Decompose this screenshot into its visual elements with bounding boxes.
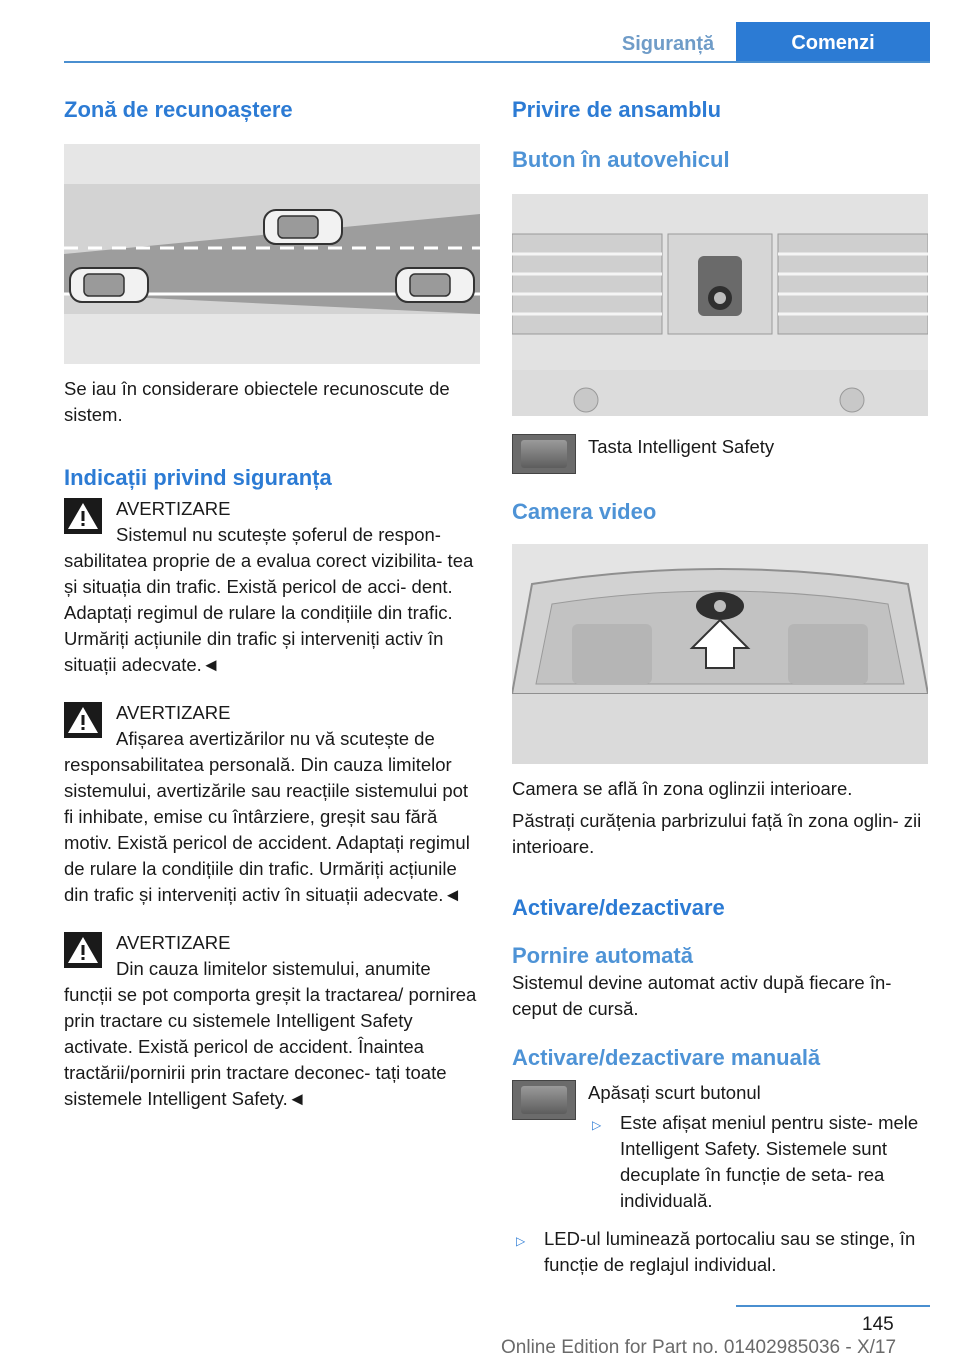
- heading-activation: Activare/dezactivare: [512, 895, 725, 920]
- camera-location-figure: [512, 544, 928, 764]
- warning-block-3: [64, 930, 480, 1112]
- windshield-camera-illustration: [512, 544, 928, 764]
- warning-triangle-icon: [64, 932, 102, 968]
- warning-text: Sistemul nu scutește șoferul de respon- sabilitatea proprie de a evalua corect vizibilita- tea și situația din trafic. Există pericol de acci- dent. Adaptați regimul de rulare la condițiile din trafic. Urmăriți acțiunile din trafic și interveniți activ în situații adecvate.◄: [64, 524, 474, 675]
- page-number: 145: [862, 1314, 894, 1335]
- intelligent-safety-key-row: [512, 434, 928, 474]
- heading-safety-notes: Indicații privind siguranța: [64, 465, 332, 490]
- header-rule: [64, 61, 930, 63]
- press-button-instruction: Apăsați scurt butonul: [588, 1082, 761, 1103]
- heading-auto-start: Pornire automată: [512, 943, 693, 968]
- warning-text: Afișarea avertizărilor nu vă scutește de responsabilitatea personală. Din cauza limitelor sistemului, avertizările sau reacțiile sistemului pot fi inhibate, emise cu întârziere, greșit sau fără motiv. Există pericol de accident. Adaptați regimul de rulare la condițiile din trafic. Urmăriți acțiunile din trafic și interveniți activ în situații adecvate.◄: [64, 728, 470, 905]
- list-item: [588, 1110, 928, 1214]
- intelligent-safety-key-caption: Tasta Intelligent Safety: [588, 436, 775, 457]
- warning-block-1: [64, 496, 480, 678]
- warning-label: AVERTIZARE: [116, 498, 231, 519]
- list-item: [512, 1226, 928, 1278]
- manual-activation-key-row: [512, 1080, 928, 1214]
- button-location-figure: [512, 194, 928, 416]
- warning-triangle-icon: [64, 498, 102, 534]
- auto-start-text: Sistemul devine automat activ după fiecare în- ceput de cursă.: [512, 972, 892, 1019]
- warning-label: AVERTIZARE: [116, 702, 231, 723]
- car-ahead-icon: [264, 210, 342, 244]
- warning-label: AVERTIZARE: [116, 932, 231, 953]
- car-left-icon: [70, 268, 148, 302]
- bullet-triangle-icon: ▷: [516, 1234, 526, 1248]
- camera-cleaning-text: Păstrați curățenia parbrizului față în zona oglin- zii interioare.: [512, 810, 922, 857]
- bullet-text: Este afișat meniul pentru siste- mele Intelligent Safety. Sistemele sunt decuplate în funcție de seta- rea individuală.: [620, 1112, 919, 1211]
- heading-camera: Camera video: [512, 499, 657, 524]
- bullet-text: LED-ul luminează portocaliu sau se stinge, în funcție de reglajul individual.: [544, 1228, 916, 1275]
- road-lanes-illustration: [64, 144, 480, 364]
- warning-text: Din cauza limitelor sistemului, anumite funcții se pot comporta greșit la tractarea/ pornirea prin tractare cu sistemele Intelligent Safety activate. Există pericol de accident. Înaintea tractării/pornirii prin tractare deconec- tați toate sistemele Intelligent Safety.◄: [64, 958, 477, 1109]
- intelligent-safety-button-icon: [512, 434, 576, 474]
- bullet-triangle-icon: ▷: [592, 1118, 602, 1132]
- left-column: [64, 96, 480, 1112]
- warning-block-2: [64, 700, 480, 908]
- right-column: [512, 96, 928, 1278]
- intelligent-safety-button-icon: [512, 1080, 576, 1120]
- recognition-zone-caption: Se iau în considerare obiectele recunoscute de sistem.: [64, 378, 450, 425]
- heading-overview: Privire de ansamblu: [512, 97, 722, 122]
- camera-location-text: Camera se află în zona oglinzii interioare.: [512, 778, 853, 799]
- edition-note: Online Edition for Part no. 01402985036 - X/17: [501, 1337, 897, 1358]
- dashboard-vents-illustration: [512, 194, 928, 416]
- active-chapter-tab[interactable]: Comenzi: [736, 22, 930, 61]
- section-tab[interactable]: Siguranță: [621, 33, 715, 55]
- heading-recognition-zone: Zonă de recunoaștere: [64, 97, 293, 122]
- heading-button-in-vehicle: Buton în autovehicul: [512, 147, 730, 172]
- heading-manual-activation: Activare/dezactivare manuală: [512, 1045, 821, 1070]
- warning-triangle-icon: [64, 702, 102, 738]
- own-car-icon: [396, 268, 474, 302]
- footer-rule: [736, 1305, 930, 1307]
- recognition-zone-figure: [64, 144, 480, 364]
